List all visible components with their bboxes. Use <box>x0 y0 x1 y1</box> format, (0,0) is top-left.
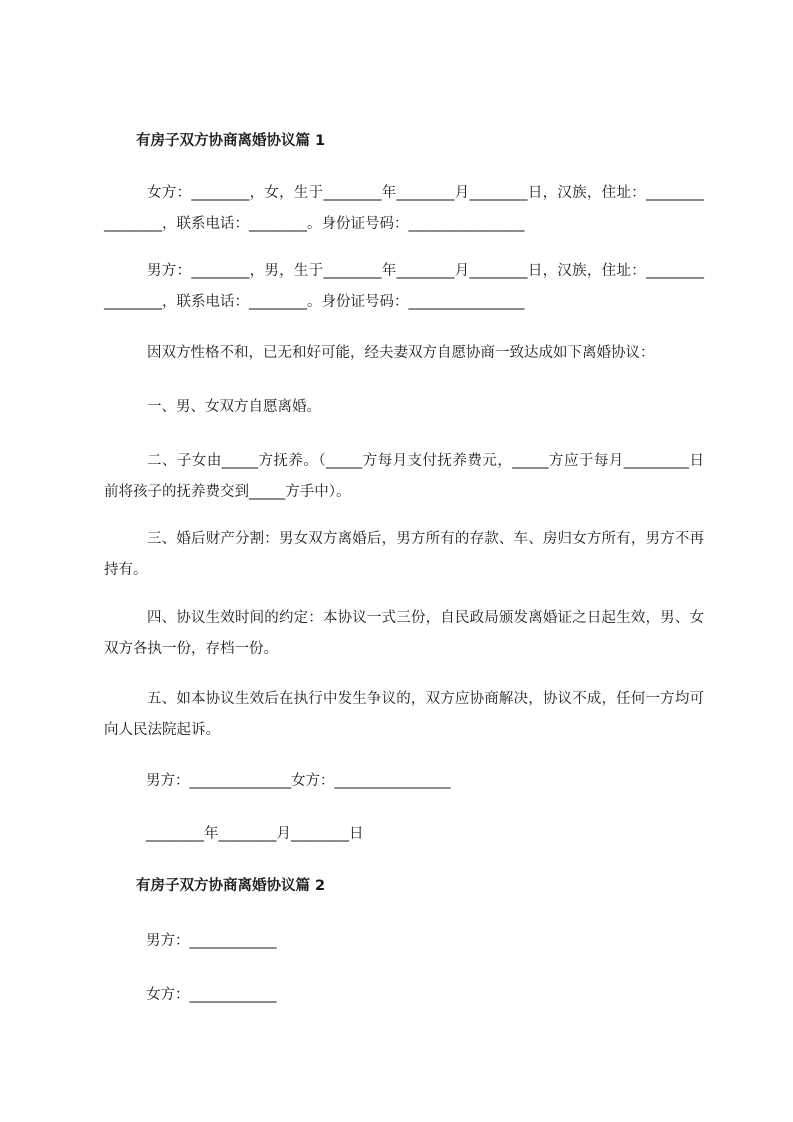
clause-2: 二、子女由_____方抚养。（_____方每月支付抚养费元，_____方应于每月_________日前将孩子的抚养费交到_____方手中）。 <box>104 453 704 500</box>
intro-paragraph: 因双方性格不和，已无和好可能，经夫妻双方自愿协商一致达成如下离婚协议： <box>147 345 655 361</box>
male-info-paragraph: 男方：________，男，生于________年________月________日，汉族，住址：________________，联系电话：________。身份证号码：________________ <box>104 263 704 310</box>
clause-3: 三、婚后财产分割：男女双方离婚后，男方所有的存款、车、房归女方所有，男方不再持有。 <box>104 531 704 578</box>
section-2-male-line: 男方：____________ <box>146 933 277 949</box>
clause-5: 五、如本协议生效后在执行中发生争议的，双方应协商解决，协议不成，任何一方均可向人民法院起诉。 <box>104 691 704 738</box>
clause-4: 四、协议生效时间的约定：本协议一式三份，自民政局颁发离婚证之日起生效，男、女双方各执一份，存档一份。 <box>104 610 704 657</box>
section-2-title: 有房子双方协商离婚协议篇 2 <box>136 878 326 894</box>
section-1-title: 有房子双方协商离婚协议篇 1 <box>136 133 326 149</box>
date-line: ________年________月________日 <box>146 826 364 842</box>
clause-1: 一、男、女双方自愿离婚。 <box>147 399 321 415</box>
female-info-paragraph: 女方：________，女，生于________年________月________日，汉族，住址：________________，联系电话：________。身份证号码：________________ <box>104 185 704 232</box>
section-2-female-line: 女方：____________ <box>146 987 277 1003</box>
signature-line: 男方：______________女方：________________ <box>146 773 451 789</box>
